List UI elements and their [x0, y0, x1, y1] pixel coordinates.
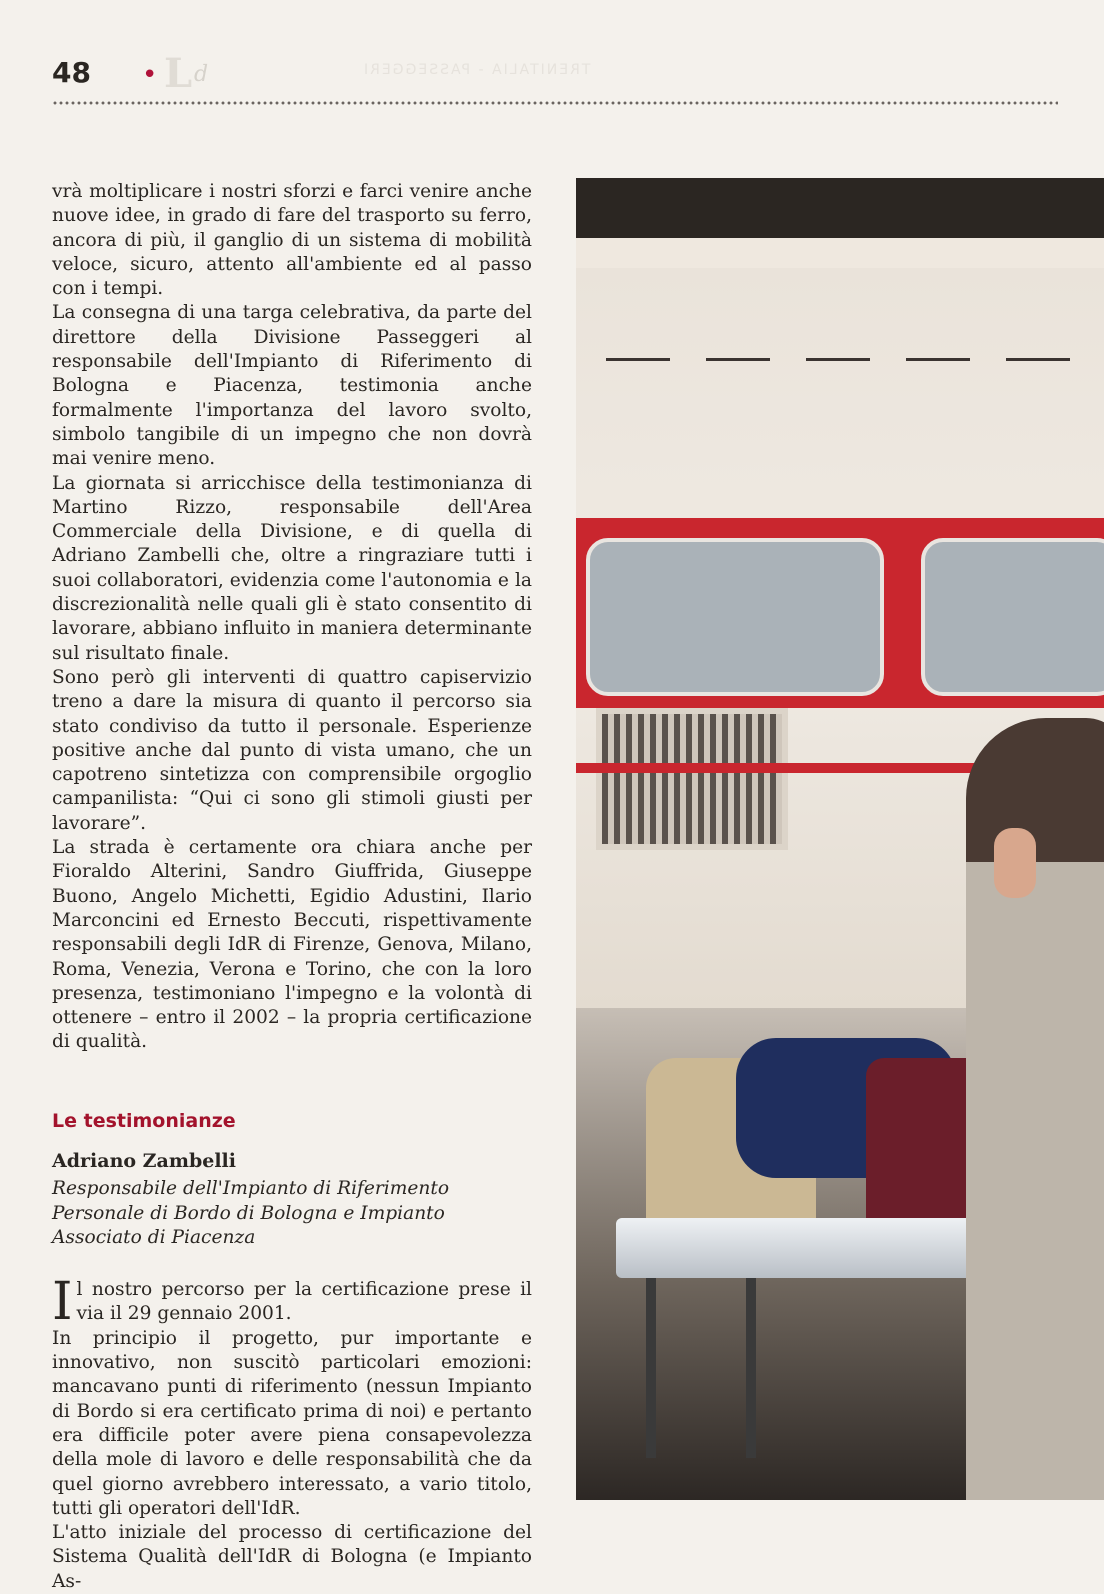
- train-window: [586, 538, 884, 696]
- article-paragraph: La giornata si arricchisce della testimonianza di Martino Rizzo, responsabile dell'Area Commerciale della Divisione, e di quella di Adriano Zambelli che, oltre a ringraziare tutti i suoi collaboratori, evidenzia come l'autonomia e la discrezionalità nelle quali gli è stato consentito di lavorare, abbiano influito in maniera determinante sul risultato finale.: [52, 472, 532, 664]
- drop-cap: I: [52, 1272, 73, 1333]
- magazine-logo: L: [164, 50, 191, 97]
- header-bullet: •: [142, 60, 158, 90]
- section-tag: TRENITALIA - PASSEGGERI: [362, 62, 591, 78]
- photo-shadow: [576, 178, 1104, 238]
- bench-leg: [646, 1278, 656, 1458]
- testimonial-paragraph: In principio il progetto, pur importante e innovativo, non suscitò particolari emozioni: mancavano punti di riferimento (nessun Impianto di Bordo si era certificato prima di noi) e pertanto era difficile poter avere piena consapevolezza della mole di lavoro e delle responsabilità che da quel giorno avrebbero interessato, a vario titolo, tutti gli operatori dell'IdR.: [52, 1327, 532, 1519]
- testimonial-role: Responsabile dell'Impianto di Riferimento Personale di Bordo di Bologna e Impianto Associato di Piacenza: [52, 1178, 450, 1248]
- article-paragraph: Sono però gli interventi di quattro capiservizio treno a dare la misura di quanto il percorso sia stato condiviso da tutto il personale. Esperienze positive anche dal punto di vista umano, che un capotreno sintetizza con comprensibile orgoglio campanilista: “Qui ci sono gli stimoli giusti per lavorare”.: [52, 666, 532, 834]
- testimonial-paragraph: [52, 1272, 532, 1333]
- train-upper-window: [906, 338, 970, 361]
- train-vent: [596, 708, 788, 850]
- magazine-logo-sub: d: [194, 62, 209, 87]
- dotted-divider: [52, 101, 1058, 105]
- article-paragraph: vrà moltiplicare i nostri sforzi e farci venire anche nuove idee, in grado di fare del trasporto su ferro, ancora di più, il ganglio di un sistema di mobilità veloce, sicuro, attento all'ambiente ed al passo con i tempi.: [52, 181, 532, 300]
- testimonial-name: Adriano Zambelli: [52, 1149, 236, 1172]
- woman-on-phone: [966, 718, 1104, 1500]
- train-upper-window: [706, 338, 770, 361]
- train-window: [921, 538, 1104, 696]
- testimonial-paragraph: L'atto iniziale del processo di certificazione del Sistema Qualità dell'IdR di Bologna (e Impianto As-: [52, 1522, 532, 1592]
- train-upper-window: [606, 338, 670, 361]
- page-header: [52, 52, 1062, 96]
- article-paragraph: La strada è certamente ora chiara anche per Fioraldo Alterini, Sandro Giuffrida, Giuseppe Buono, Angelo Michetti, Egidio Adustini, Ilario Marconcini ed Ernesto Beccuti, rispettivamente responsabili degli IdR di Firenze, Genova, Milano, Roma, Venezia, Verona e Torino, che con la loro presenza, testimoniano l'impegno e la volontà di ottenere – entro il 2002 – la propria certificazione di qualità.: [52, 837, 532, 1053]
- train-station-photo: [576, 178, 1104, 1500]
- train-upper-window: [806, 338, 870, 361]
- page-number: 48: [52, 56, 91, 89]
- hand-with-phone: [994, 828, 1036, 898]
- section-heading: Le testimonianze: [52, 1109, 236, 1132]
- article-paragraph: La consegna di una targa celebrativa, da parte del direttore della Divisione Passeggeri al responsabile dell'Impianto di Riferimento di Bologna e Piacenza, testimonia anche formalmente l'importanza del lavoro svolto, simbolo tangibile di un impegno che non dovrà mai venire meno.: [52, 302, 532, 470]
- train-upper-window: [1006, 338, 1070, 361]
- testimonial-first-text: l nostro percorso per la certificazione prese il via il 29 gennaio 2001.: [76, 1279, 532, 1325]
- bench-leg: [746, 1278, 756, 1458]
- train-roof: [576, 238, 1104, 268]
- article-column: [52, 180, 532, 1594]
